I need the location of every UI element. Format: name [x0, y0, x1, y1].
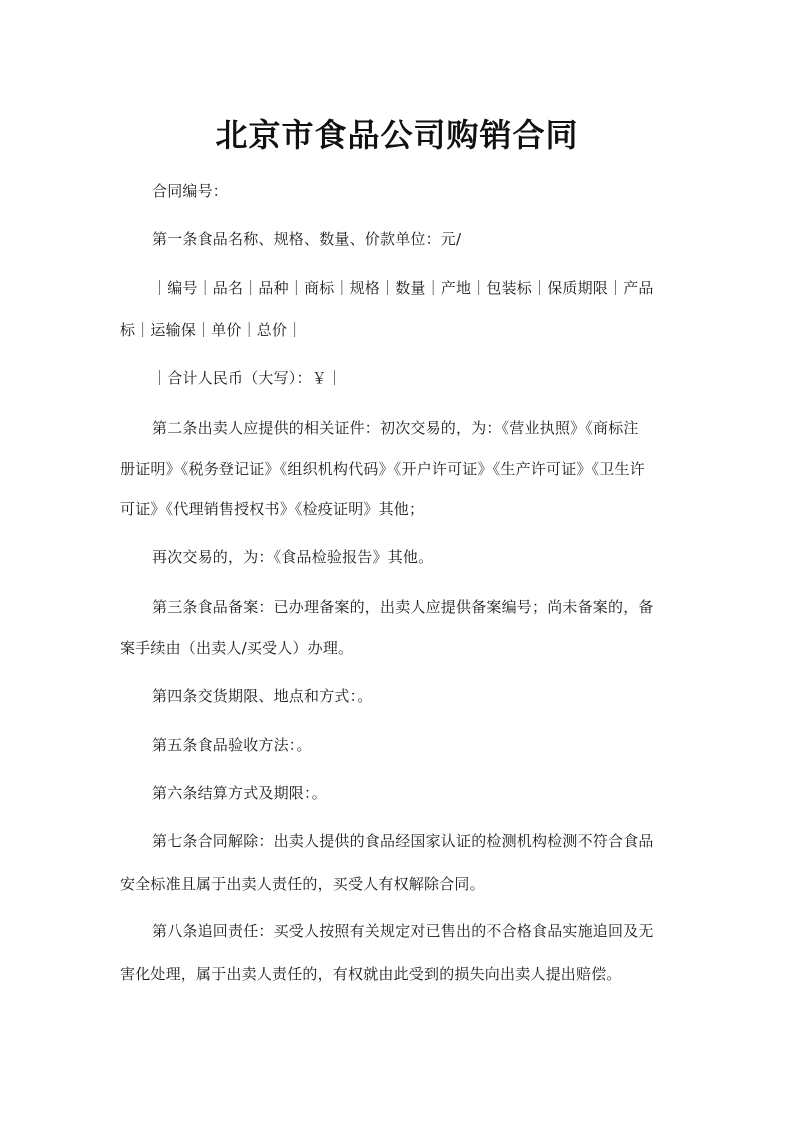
- article-7-line-1: 第七条合同解除：出卖人提供的食品经国家认证的检测机构检测不符合食品: [152, 832, 654, 850]
- article-8-line-1: 第八条追回责任：买受人按照有关规定对已售出的不合格食品实施追回及无: [152, 922, 654, 940]
- article-2-line-1: 第二条出卖人应提供的相关证件：初次交易的，为：《营业执照》《商标注: [152, 419, 639, 437]
- contract-number: 合同编号：: [152, 182, 229, 200]
- article-2-line-3: 可证》《代理销售授权书》《检疫证明》其他；: [120, 500, 425, 518]
- article-1: 第一条食品名称、规格、数量、价款单位：元/: [152, 230, 462, 248]
- article-8-line-2: 害化处理，属于出卖人责任的，有权就由此受到的损失向出卖人提出赔偿。: [120, 965, 622, 983]
- article-3-line-1: 第三条食品备案：已办理备案的，出卖人应提供备案编号；尚未备案的，备: [152, 598, 654, 616]
- total-amount: ｜合计人民币（大写）：￥｜: [152, 369, 343, 387]
- table-header-line-1: ｜编号｜品名｜品种｜商标｜规格｜数量｜产地｜包装标｜保质期限｜产品: [152, 279, 654, 297]
- article-3-line-2: 案手续由（出卖人/买受人）办理。: [120, 639, 354, 657]
- article-6: 第六条结算方式及期限：。: [152, 784, 327, 802]
- document-title: 北京市食品公司购销合同: [215, 116, 579, 154]
- article-7-line-2: 安全标准且属于出卖人责任的，买受人有权解除合同。: [120, 875, 485, 893]
- article-2-line-2: 册证明》《税务登记证》《组织机构代码》《开户许可证》《生产许可证》《卫生许: [120, 460, 645, 478]
- article-4: 第四条交货期限、地点和方式：。: [152, 687, 373, 705]
- article-2-repeat: 再次交易的，为：《食品检验报告》其他。: [152, 548, 434, 566]
- table-header-line-2: 标｜运输保｜单价｜总价｜: [120, 321, 303, 339]
- article-5: 第五条食品验收方法：。: [152, 736, 312, 754]
